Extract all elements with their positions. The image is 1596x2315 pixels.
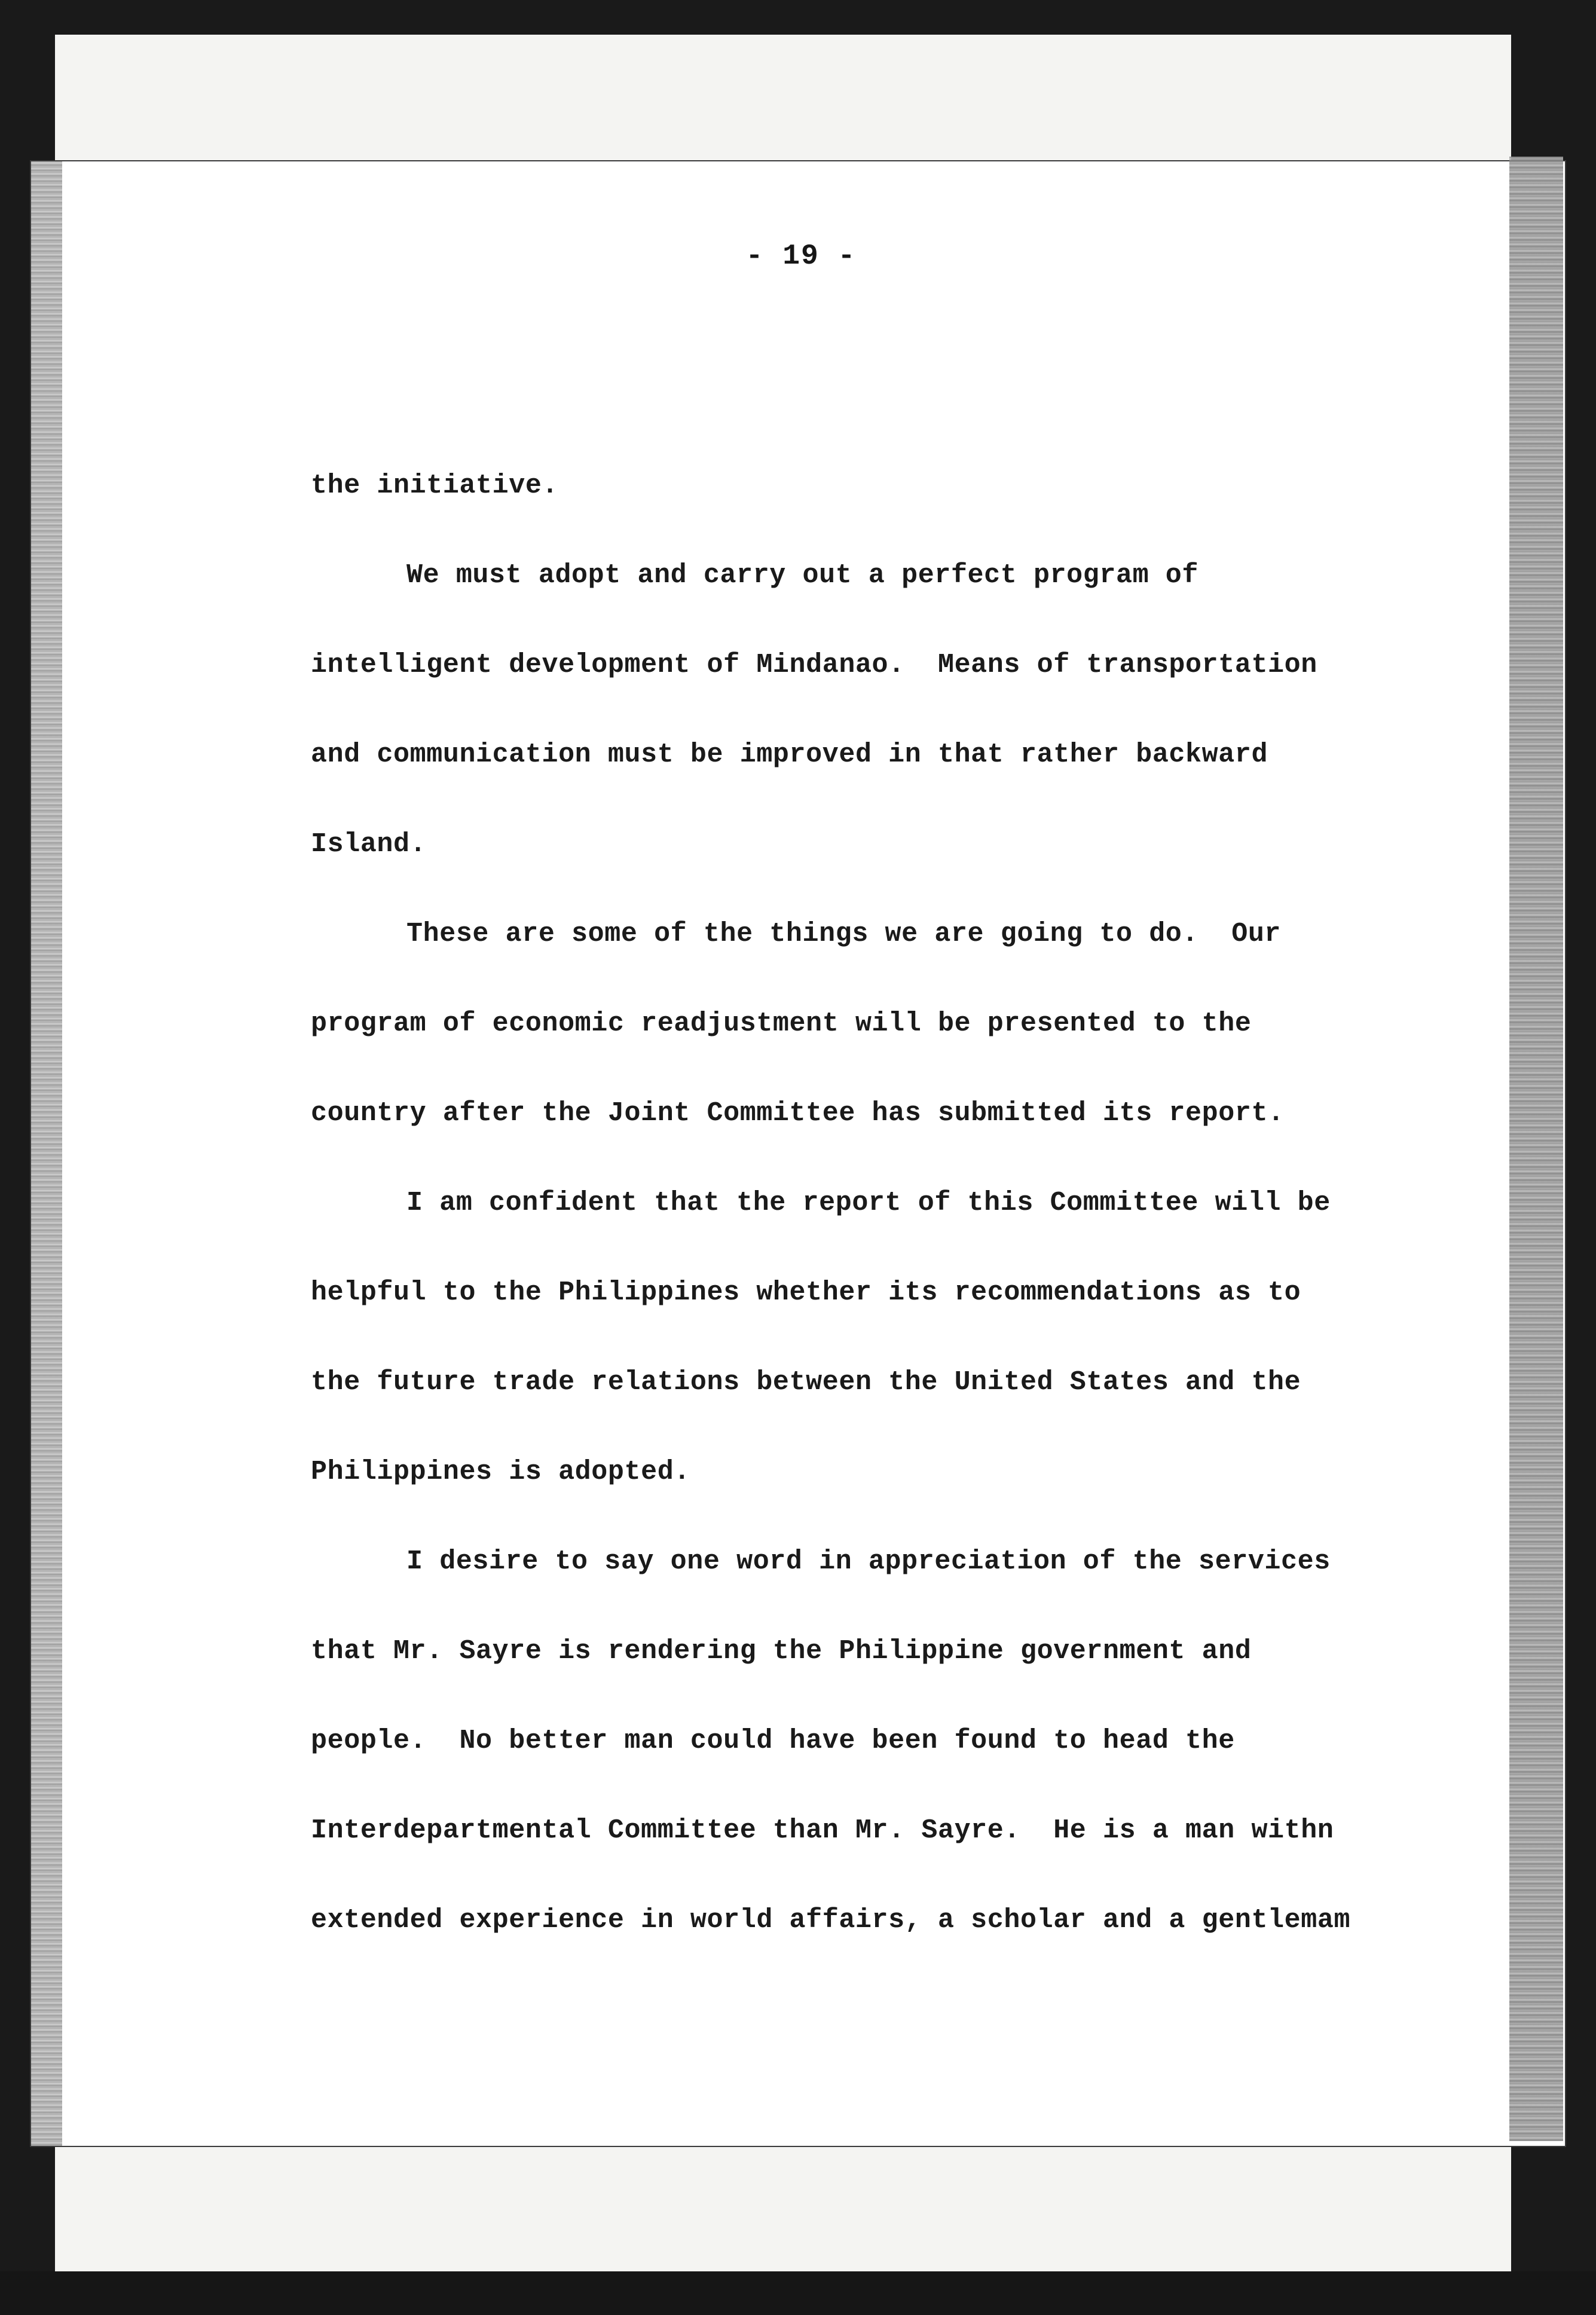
- text-line: I am confident that the report of this Committee will be: [406, 1188, 1331, 1218]
- scan-border-bottom: [0, 2271, 1596, 2315]
- text-line: the initiative.: [311, 470, 559, 501]
- text-line: and communication must be improved in that rather backward: [311, 739, 1268, 770]
- page-number: - 19 -: [745, 240, 857, 273]
- text-line: country after the Joint Committee has submitted its report.: [311, 1098, 1285, 1129]
- text-line: I desire to say one word in appreciation of the services: [406, 1546, 1331, 1577]
- text-line: helpful to the Philippines whether its recommendations as to: [311, 1277, 1301, 1308]
- text-line: We must adopt and carry out a perfect program of: [406, 560, 1199, 591]
- text-line: Philippines is adopted.: [311, 1457, 690, 1487]
- text-line: These are some of the things we are going to do. Our: [406, 919, 1282, 949]
- text-line: extended experience in world affairs, a scholar and a gentlemam: [311, 1905, 1351, 1935]
- text-line: people. No better man could have been found to head the: [311, 1726, 1235, 1756]
- text-line: Island.: [311, 829, 427, 860]
- page-edge-left: [31, 161, 62, 2146]
- text-line: Interdepartmental Committee than Mr. Sayre. He is a man withn: [311, 1815, 1334, 1846]
- text-line: the future trade relations between the United States and the: [311, 1367, 1301, 1397]
- text-line: that Mr. Sayre is rendering the Philippine government and: [311, 1636, 1252, 1666]
- page-edge-right: [1509, 157, 1563, 2141]
- body-text: [311, 441, 1476, 1965]
- text-line: intelligent development of Mindanao. Means of transportation: [311, 650, 1317, 680]
- text-line: program of economic readjustment will be presented to the: [311, 1008, 1252, 1039]
